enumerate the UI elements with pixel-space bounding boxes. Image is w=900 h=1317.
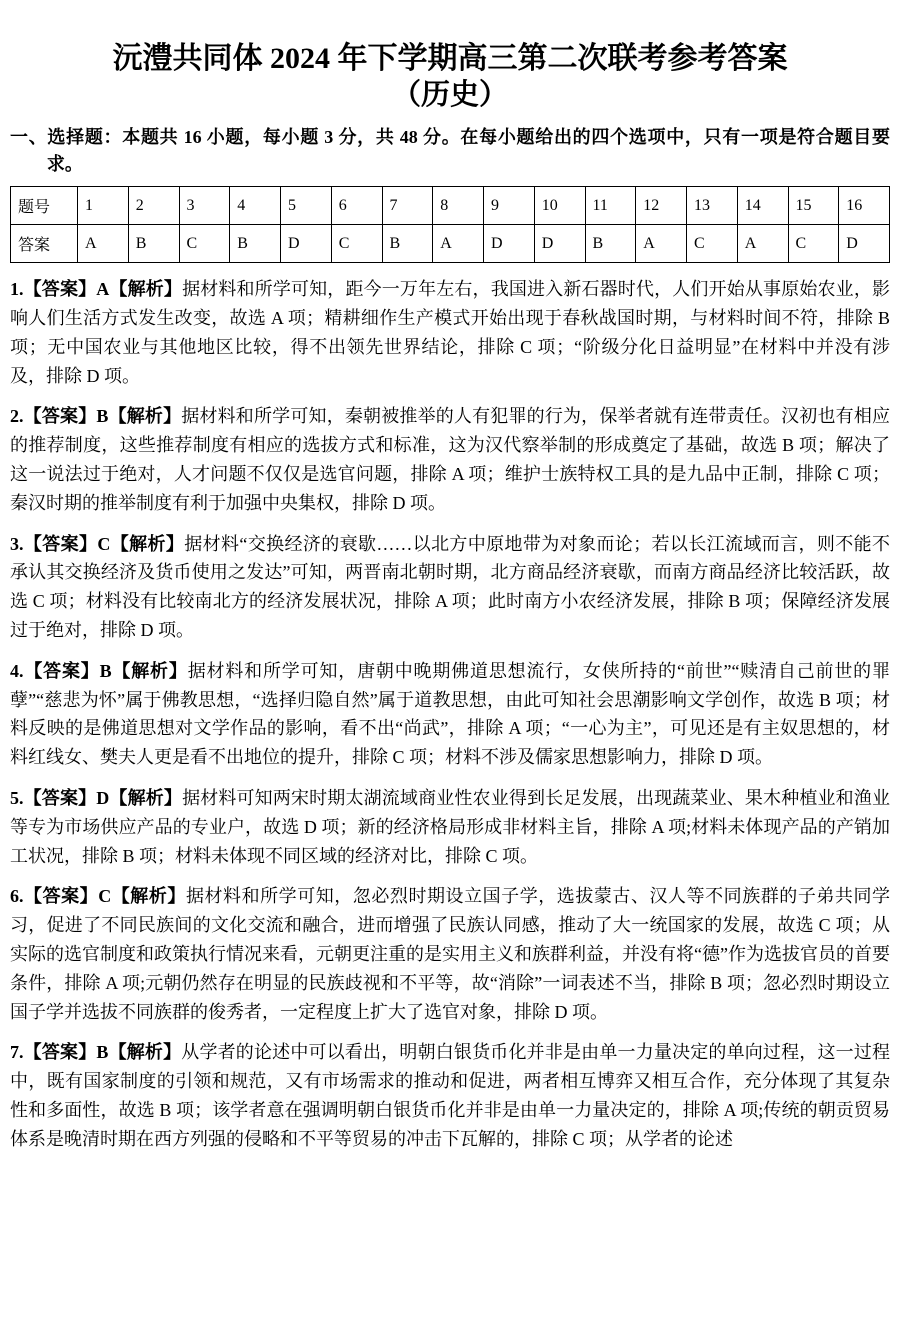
answer-cell: C	[687, 225, 738, 263]
answer-row-label: 答案	[11, 225, 78, 263]
explanation-body: 据材料和所学可知，秦朝被推举的人有犯罪的行为，保举者就有连带责任。汉初也有相应的推荐制度，这些推荐制度有相应的选拔方式和标准，这为汉代察举制的形成奠定了基础，故选 B 项；解决了这一说法过于绝对，人才问题不仅仅是选官问题，排除 A 项；维护士族特权工具的是九品中正制，排除 C 项；秦汉时期的推举制度有利于加强中央集权，排除 D 项。	[10, 406, 890, 513]
answer-cell: A	[737, 225, 788, 263]
explanation-paragraph	[10, 1038, 890, 1153]
answer-row	[11, 225, 890, 263]
explanation-answer-prefix: 6.【答案】C【解析】	[10, 886, 186, 907]
question-number-cell: 3	[179, 187, 230, 225]
answer-cell: A	[636, 225, 687, 263]
question-number-cell: 2	[128, 187, 179, 225]
explanation-answer-prefix: 3.【答案】C【解析】	[10, 533, 185, 554]
question-number-cell: 14	[737, 187, 788, 225]
question-number-cell: 7	[382, 187, 433, 225]
question-number-cell: 13	[687, 187, 738, 225]
answer-cell: B	[382, 225, 433, 263]
explanations-section	[10, 275, 890, 1153]
question-number-cell: 6	[331, 187, 382, 225]
question-number-cell: 4	[230, 187, 281, 225]
explanation-paragraph	[10, 402, 890, 517]
answer-cell: D	[534, 225, 585, 263]
question-number-cell: 1	[78, 187, 129, 225]
explanation-body: 据材料和所学可知，距今一万年左右，我国进入新石器时代，人们开始从事原始农业，影响人们生活方式发生改变，故选 A 项；精耕细作生产模式开始出现于春秋战国时期，与材料时间不符，排除 B 项；无中国农业与其他地区比较，得不出领先世界结论，排除 C 项；“阶级分化日益明显”在材料中并没有涉及，排除 D 项。	[10, 279, 890, 386]
explanation-answer-prefix: 2.【答案】B【解析】	[10, 406, 182, 427]
answer-cell: A	[433, 225, 484, 263]
question-number-cell: 16	[839, 187, 890, 225]
explanation-body: 据材料“交换经济的衰歇……以北方中原地带为对象而论；若以长江流域而言，则不能不承认其交换经济及货币使用之发达”可知，两晋南北朝时期，北方商品经济衰歇，而南方商品经济比较活跃，故选 C 项；材料没有比较南北方的经济发展状况，排除 A 项；此时南方小农经济发展，排除 B 项；保障经济发展过于绝对，排除 D 项。	[10, 533, 890, 641]
question-number-cell: 11	[585, 187, 636, 225]
answer-cell: B	[230, 225, 281, 263]
explanation-paragraph	[10, 882, 890, 1026]
page-title: 沅澧共同体 2024 年下学期高三第二次联考参考答案	[112, 42, 788, 75]
explanation-answer-prefix: 4.【答案】B【解析】	[10, 660, 188, 681]
explanation-paragraph	[10, 275, 890, 390]
answer-cell: B	[128, 225, 179, 263]
answer-cell: C	[788, 225, 839, 263]
answer-cell: C	[331, 225, 382, 263]
question-number-row-label: 题号	[11, 187, 78, 225]
question-number-cell: 15	[788, 187, 839, 225]
answer-table	[10, 186, 890, 263]
explanation-body: 据材料和所学可知，唐朝中晚期佛道思想流行，女侠所持的“前世”“赎清自己前世的罪孽”“慈悲为怀”属于佛教思想，“选择归隐自然”属于道教思想，由此可知社会思潮影响文学创作，故选 B 项；材料反映的是佛道思想对文学作品的影响，看不出“尚武”，排除 A 项；“一心为主”，可见还是有主奴思想的，材料红线女、樊夫人更是看不出地位的提升，排除 C 项；材料不涉及儒家思想影响力，排除 D 项。	[10, 660, 890, 768]
question-number-cell: 5	[281, 187, 332, 225]
explanation-answer-prefix: 1.【答案】A【解析】	[10, 279, 183, 300]
explanation-body: 据材料和所学可知，忽必烈时期设立国子学，选拔蒙古、汉人等不同族群的子弟共同学习，促进了不同民族间的文化交流和融合，进而增强了民族认同感，推动了大一统国家的发展，故选 C 项；从实际的选官制度和政策执行情况来看，元朝更注重的是实用主义和族群利益，并没有将“德”作为选拔官员的首要条件，排除 A 项;元朝仍然存在明显的民族歧视和不平等，故“消除”一词表述不当，排除 B 项；忽必烈时期设立国子学并选拔不同族群的俊秀者，一定程度上扩大了选官对象，排除 D 项。	[10, 886, 891, 1022]
explanation-paragraph	[10, 530, 890, 645]
page-subtitle: （历史）	[391, 78, 508, 111]
section-choice-questions-heading: 一、选择题：本题共 16 小题，每小题 3 分，共 48 分。在每小题给出的四个选项中，只有一项是符合题目要求。	[10, 127, 890, 175]
question-number-row	[11, 187, 890, 225]
explanation-paragraph	[10, 657, 890, 772]
explanation-answer-prefix: 5.【答案】D【解析】	[10, 788, 183, 809]
answer-cell: D	[281, 225, 332, 263]
answer-cell: D	[484, 225, 535, 263]
question-number-cell: 8	[433, 187, 484, 225]
answer-cell: C	[179, 225, 230, 263]
answer-cell: A	[78, 225, 129, 263]
question-number-cell: 12	[636, 187, 687, 225]
explanation-paragraph	[10, 784, 890, 870]
explanation-body: 据材料可知两宋时期太湖流域商业性农业得到长足发展，出现蔬菜业、果木种植业和渔业等专为市场供应产品的专业户，故选 D 项；新的经济格局形成非材料主旨，排除 A 项;材料未体现产品的产销加工状况，排除 B 项；材料未体现不同区域的经济对比，排除 C 项。	[10, 788, 890, 866]
answer-cell: D	[839, 225, 890, 263]
question-number-cell: 9	[484, 187, 535, 225]
answer-cell: B	[585, 225, 636, 263]
explanation-body: 从学者的论述中可以看出，明朝白银货币化并非是由单一力量决定的单向过程，这一过程中，既有国家制度的引领和规范，又有市场需求的推动和促进，两者相互博弈又相互合作，充分体现了其复杂性和多面性，故选 B 项；该学者意在强调明朝白银货币化并非是由单一力量决定的，排除 A 项;传统的朝贡贸易体系是晚清时期在西方列强的侵略和不平等贸易的冲击下瓦解的，排除 C 项；从学者的论述	[10, 1042, 890, 1149]
explanation-answer-prefix: 7.【答案】B【解析】	[10, 1042, 182, 1063]
question-number-cell: 10	[534, 187, 585, 225]
